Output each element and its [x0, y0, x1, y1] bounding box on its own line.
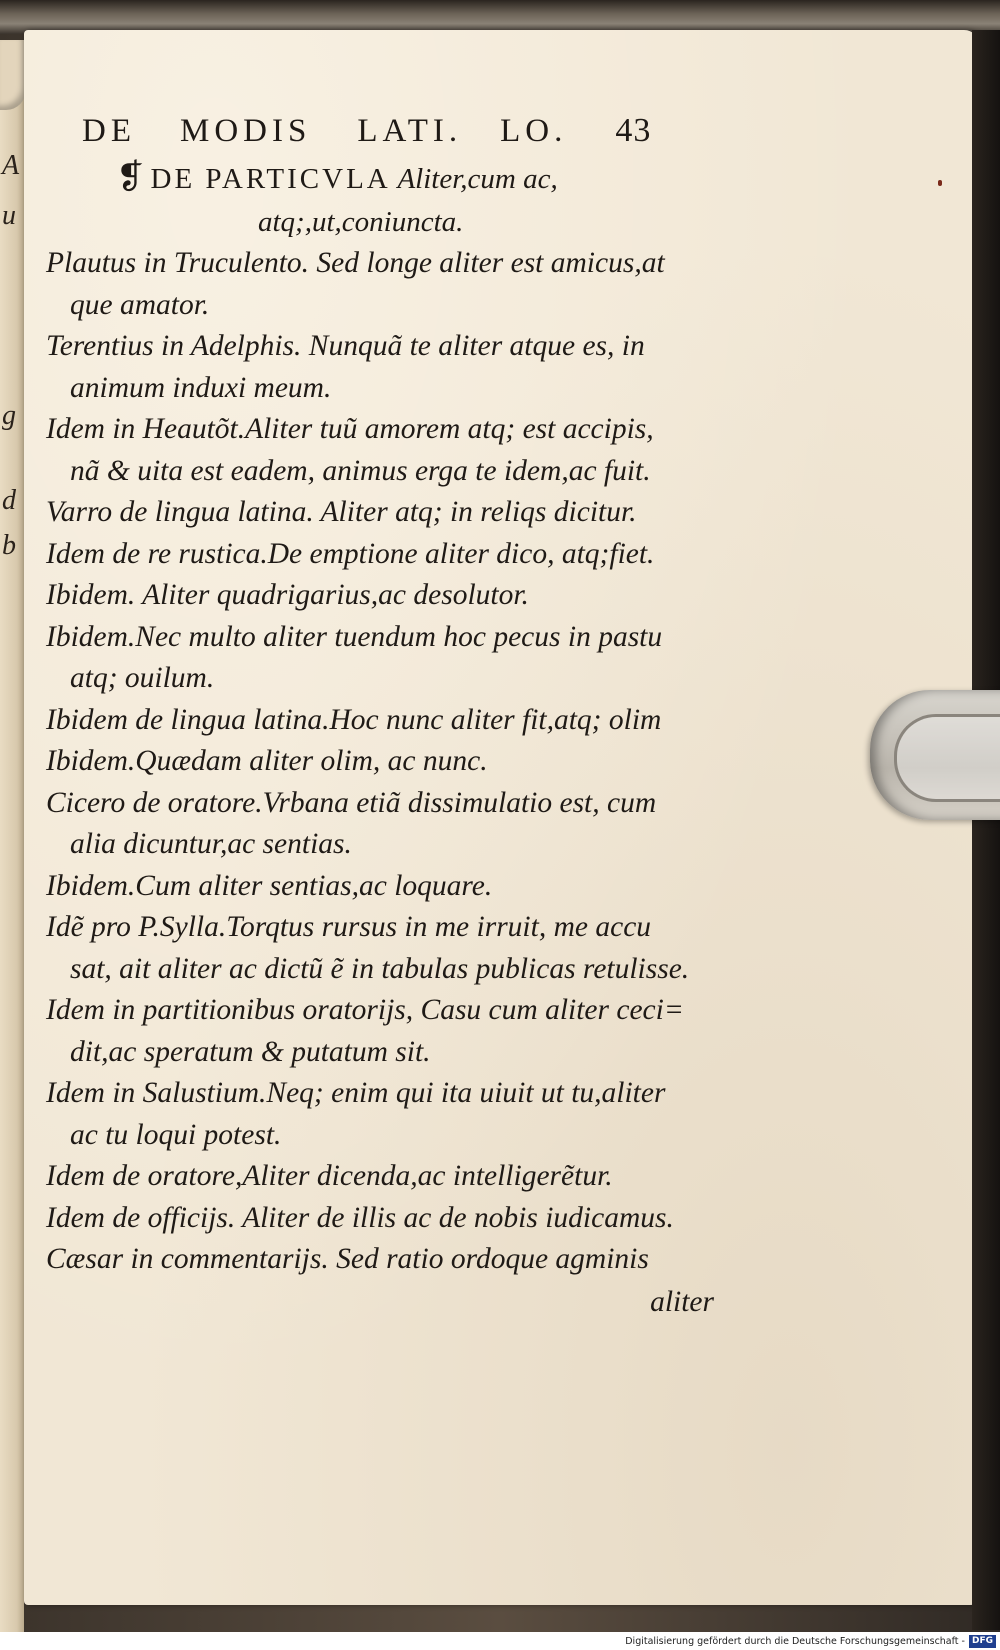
- citation-entry: [46, 534, 726, 576]
- citation-line: Idem de officijs. Aliter de illis ac de nobis iudicamus.: [46, 1201, 674, 1234]
- citation-entry: [46, 783, 726, 866]
- page-clip: [870, 690, 1000, 820]
- citation-line: Idem in partitionibus oratorijs, Casu cum aliter ceci=: [46, 994, 684, 1026]
- running-head-word: MODIS: [180, 113, 312, 149]
- margin-fragment: b: [2, 530, 16, 561]
- citation-entry: [46, 866, 726, 908]
- pilcrow-icon: ❡: [116, 159, 145, 196]
- citation-entry: [46, 1239, 726, 1281]
- running-head-word: LATI.: [357, 113, 463, 149]
- citation-line-continued: sat, ait aliter ac dictũ ẽ in tabulas publicas retulisse.: [70, 952, 690, 985]
- running-head: [82, 112, 726, 156]
- citation-line: Ibidem de lingua latina.Hoc nunc aliter fit,atq; olim: [46, 703, 662, 736]
- citation-line: Plautus in Truculento. Sed longe aliter est amicus,at: [46, 247, 665, 279]
- running-head-word: LO.: [500, 113, 568, 149]
- facing-page-edge: [0, 40, 24, 1640]
- citation-line: Cicero de oratore.Vrbana etiã dissimulatio est, cum: [46, 786, 657, 819]
- margin-fragment: A: [2, 150, 20, 181]
- citation-line: Ibidem.Quædam aliter olim, ac nunc.: [46, 745, 488, 777]
- page-clip-loop: [894, 714, 1000, 802]
- citation-line: Idem de re rustica.De emptione aliter dico, atq;fiet.: [46, 537, 655, 570]
- page-number: 43: [615, 112, 652, 149]
- page-text-block: [46, 112, 726, 1323]
- citation-line-continued: alia dicuntur,ac sentias.: [70, 828, 352, 860]
- catchword: aliter: [650, 1285, 714, 1318]
- book-page: [24, 30, 980, 1605]
- margin-fragment: d: [2, 485, 16, 516]
- citation-line: Cæsar in commentarijs. Sed ratio ordoque agminis: [46, 1243, 649, 1275]
- citation-line: Terentius in Adelphis. Nunquã te aliter atque es, in: [46, 330, 645, 362]
- citation-line-continued: dit,ac speratum & putatum sit.: [70, 1035, 431, 1068]
- citation-entry: [46, 492, 726, 534]
- book-top-edge: [0, 0, 1000, 34]
- citation-entry: [46, 243, 726, 326]
- citation-line: Varro de lingua latina. Aliter atq; in reliqs dicitur.: [46, 496, 637, 528]
- citation-line: Idem de oratore,Aliter dicenda,ac intelligerẽtur.: [46, 1160, 613, 1192]
- scan-right-edge: [972, 30, 1000, 1630]
- citation-line-continued: atq; ouilum.: [70, 662, 215, 694]
- citation-list: [46, 243, 726, 1281]
- dfg-logo: DFG: [969, 1635, 996, 1648]
- heading-italic: Aliter,cum ac,: [390, 163, 558, 195]
- heading-caps: DE PARTICVLA: [150, 163, 391, 195]
- section-heading: [116, 156, 726, 201]
- citation-entry: [46, 617, 726, 700]
- citation-entry: [46, 575, 726, 617]
- citation-line: Idẽ pro P.Sylla.Torqtus rursus in me irruit, me accu: [46, 911, 652, 943]
- citation-entry: [46, 700, 726, 742]
- citation-line: Ibidem. Aliter quadrigarius,ac desolutor.: [46, 579, 529, 611]
- citation-entry: [46, 741, 726, 783]
- citation-line: Ibidem.Cum aliter sentias,ac loquare.: [46, 869, 493, 902]
- citation-entry: [46, 1198, 726, 1240]
- facing-page-curl: [0, 40, 26, 110]
- citation-line: Idem in Heautõt.Aliter tuũ amorem atq; est accipis,: [46, 413, 654, 445]
- citation-entry: [46, 409, 726, 492]
- digitization-footer: [0, 1632, 1000, 1650]
- margin-fragment: g: [2, 400, 16, 431]
- citation-entry: [46, 1073, 726, 1156]
- footer-credit: Digitalisierung gefördert durch die Deutsche Forschungsgemeinschaft -: [625, 1635, 965, 1647]
- citation-entry: [46, 326, 726, 409]
- running-head-word: DE: [82, 113, 136, 149]
- citation-line-continued: que amator.: [70, 288, 210, 321]
- citation-entry: [46, 990, 726, 1073]
- citation-line-continued: ac tu loqui potest.: [70, 1118, 282, 1151]
- margin-fragment: u: [2, 200, 16, 231]
- ink-spot: [938, 180, 942, 186]
- citation-line-continued: animum induxi meum.: [70, 371, 332, 404]
- heading-continuation: atq;,ut,coniuncta.: [258, 206, 464, 238]
- citation-line: Idem in Salustium.Neq; enim qui ita uiuit ut tu,aliter: [46, 1077, 666, 1109]
- citation-entry: [46, 907, 726, 990]
- citation-line-continued: nã & uita est eadem, animus erga te idem,ac fuit.: [70, 454, 651, 487]
- citation-entry: [46, 1156, 726, 1198]
- citation-line: Ibidem.Nec multo aliter tuendum hoc pecus in pastu: [46, 620, 663, 653]
